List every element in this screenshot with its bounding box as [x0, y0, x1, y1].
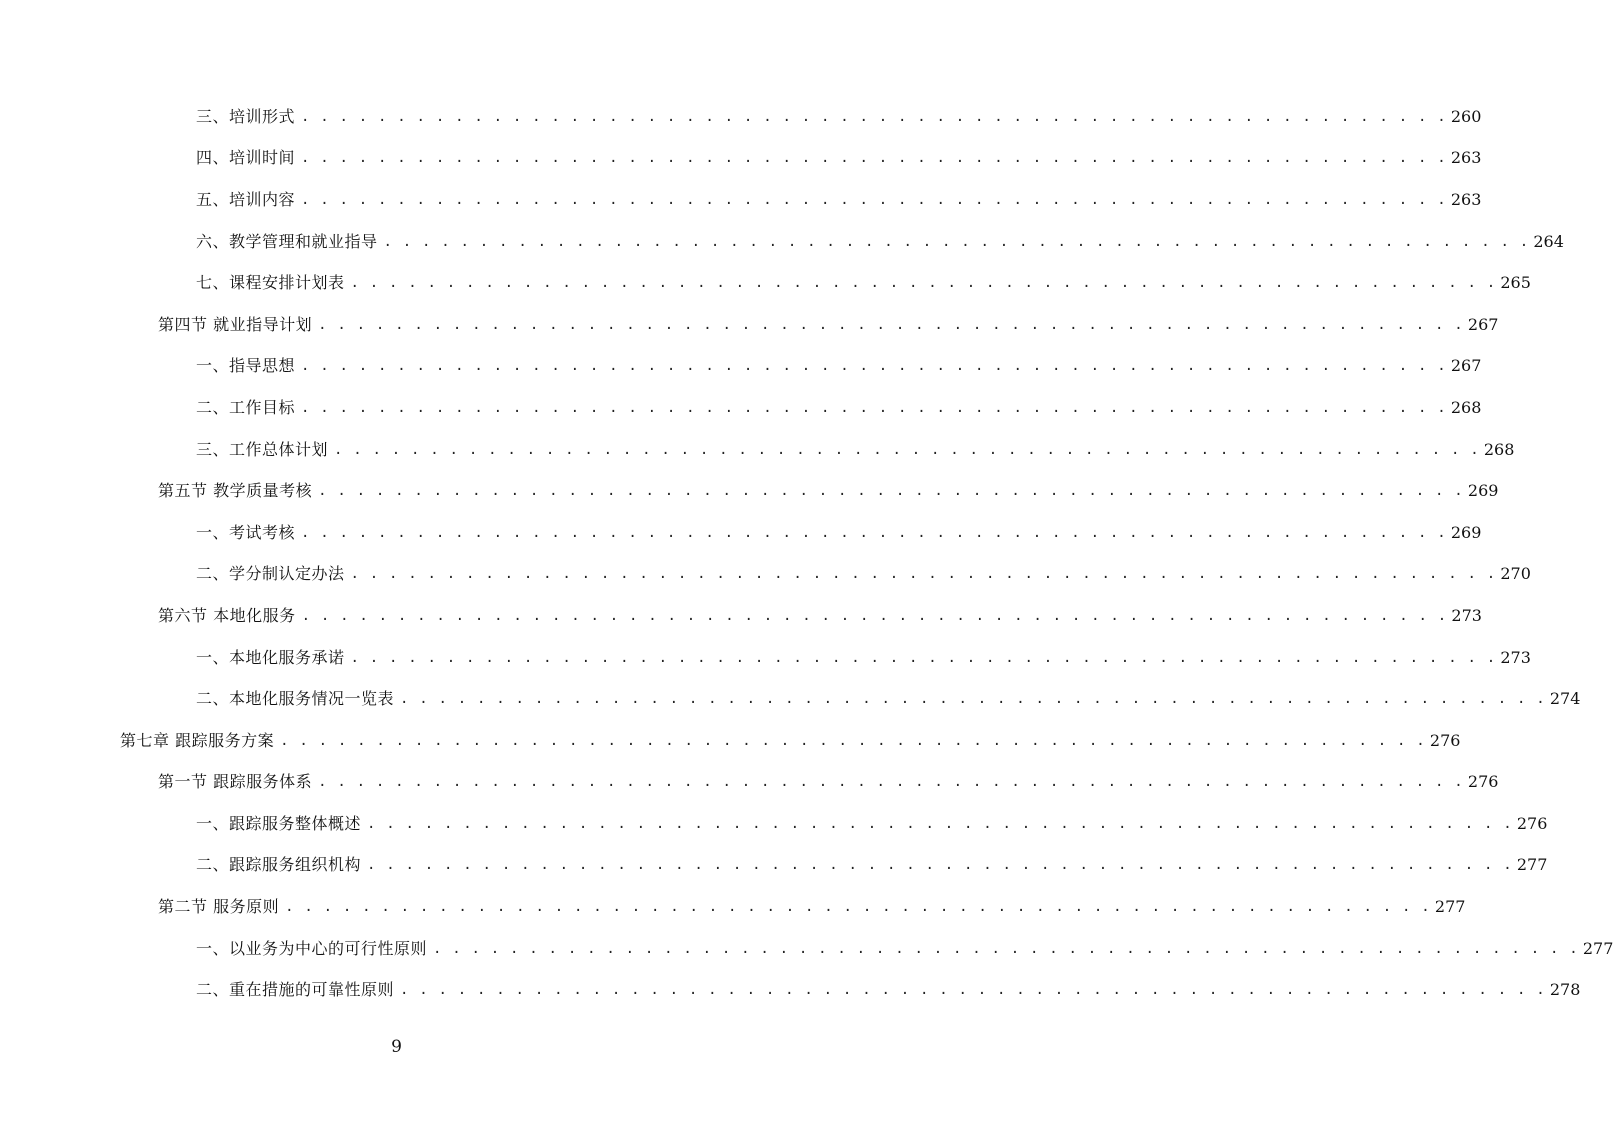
toc-entry-page: 276 — [1467, 772, 1499, 792]
toc-entry-page: 267 — [1467, 314, 1499, 334]
toc-entry[interactable] — [0, 470, 1499, 512]
toc-entry-page: 277 — [1582, 938, 1613, 958]
toc-entry[interactable] — [0, 595, 1482, 637]
toc-entry[interactable] — [0, 969, 1581, 1011]
toc-entry[interactable] — [0, 554, 1531, 596]
toc-entry-page: 268 — [1450, 397, 1482, 417]
toc-dot-leader: . . . . . . . . . . . . . . . . . . . . . . . . . . . . . . . . . . . . . . . . . . . . . . . . . . . . . . . . . . . . — [280, 732, 1426, 749]
toc-dot-leader: . . . . . . . . . . . . . . . . . . . . . . . . . . . . . . . . . . . . . . . . . . . . . . . . . . . . . . . . . . . . — [318, 316, 1464, 333]
toc-dot-leader: . . . . . . . . . . . . . . . . . . . . . . . . . . . . . . . . . . . . . . . . . . . . . . . . . . . . . . . . . . . . — [301, 358, 1447, 375]
toc-dot-leader: . . . . . . . . . . . . . . . . . . . . . . . . . . . . . . . . . . . . . . . . . . . . . . . . . . . . . . . . . . . . — [301, 108, 1447, 125]
toc-entry-page: 278 — [1549, 980, 1581, 1000]
toc-entry-page: 269 — [1450, 522, 1482, 542]
toc-entry-page: 274 — [1549, 689, 1581, 709]
toc-entry-page: 273 — [1500, 647, 1531, 667]
toc-entry-title: 第一节 跟踪服务体系 — [158, 772, 313, 792]
toc-entry[interactable] — [0, 803, 1548, 845]
toc-entry-title: 二、学分制认定办法 — [196, 564, 345, 584]
toc-entry-page: 269 — [1467, 481, 1499, 501]
toc-dot-leader: . . . . . . . . . . . . . . . . . . . . . . . . . . . . . . . . . . . . . . . . . . . . . . . . . . . . . . . . . . . . — [301, 524, 1447, 541]
toc-dot-leader: . . . . . . . . . . . . . . . . . . . . . . . . . . . . . . . . . . . . . . . . . . . . . . . . . . . . . . . . . . . . — [400, 691, 1546, 708]
toc-entry[interactable] — [0, 304, 1499, 346]
toc-entry-title: 五、培训内容 — [196, 189, 296, 209]
toc-entry-title: 一、考试考核 — [196, 522, 296, 542]
toc-dot-leader: . . . . . . . . . . . . . . . . . . . . . . . . . . . . . . . . . . . . . . . . . . . . . . . . . . . . . . . . . . . . — [334, 441, 1480, 458]
toc-entry-page: 263 — [1450, 148, 1482, 168]
toc-dot-leader: . . . . . . . . . . . . . . . . . . . . . . . . . . . . . . . . . . . . . . . . . . . . . . . . . . . . . . . . . . . . — [383, 233, 1530, 250]
toc-entry[interactable] — [0, 387, 1482, 429]
toc-entry-page: 276 — [1429, 730, 1461, 750]
toc-entry-title: 第二节 服务原则 — [158, 897, 280, 917]
toc-entry[interactable] — [0, 637, 1531, 679]
table-of-contents — [0, 96, 1613, 1011]
toc-dot-leader: . . . . . . . . . . . . . . . . . . . . . . . . . . . . . . . . . . . . . . . . . . . . . . . . . . . . . . . . . . . . — [433, 940, 1579, 957]
toc-dot-leader: . . . . . . . . . . . . . . . . . . . . . . . . . . . . . . . . . . . . . . . . . . . . . . . . . . . . . . . . . . . . — [301, 607, 1448, 624]
toc-entry-page: 264 — [1533, 231, 1564, 251]
toc-entry-title: 一、以业务为中心的可行性原则 — [196, 938, 428, 958]
toc-dot-leader: . . . . . . . . . . . . . . . . . . . . . . . . . . . . . . . . . . . . . . . . . . . . . . . . . . . . . . . . . . . . — [301, 399, 1447, 416]
toc-entry[interactable] — [0, 886, 1466, 928]
toc-entry[interactable] — [0, 720, 1461, 762]
toc-entry-title: 六、教学管理和就业指导 — [196, 231, 378, 251]
toc-entry-title: 一、本地化服务承诺 — [196, 647, 345, 667]
toc-entry-title: 七、课程安排计划表 — [196, 273, 345, 293]
toc-entry[interactable] — [0, 429, 1515, 471]
toc-entry[interactable] — [0, 678, 1581, 720]
page-number: 9 — [391, 1037, 402, 1057]
toc-entry-title: 二、工作目标 — [196, 397, 296, 417]
toc-entry[interactable] — [0, 96, 1482, 138]
toc-entry-title: 第五节 教学质量考核 — [158, 481, 313, 501]
toc-entry-page: 260 — [1450, 106, 1482, 126]
toc-entry-title: 一、指导思想 — [196, 356, 296, 376]
toc-entry[interactable] — [0, 221, 1564, 263]
toc-dot-leader: . . . . . . . . . . . . . . . . . . . . . . . . . . . . . . . . . . . . . . . . . . . . . . . . . . . . . . . . . . . . — [350, 275, 1497, 292]
toc-entry-title: 二、跟踪服务组织机构 — [196, 855, 362, 875]
toc-entry-title: 三、培训形式 — [196, 106, 296, 126]
toc-entry[interactable] — [0, 762, 1499, 804]
toc-dot-leader: . . . . . . . . . . . . . . . . . . . . . . . . . . . . . . . . . . . . . . . . . . . . . . . . . . . . . . . . . . . . — [367, 815, 1513, 832]
toc-entry-title: 二、重在措施的可靠性原则 — [196, 980, 395, 1000]
toc-entry-title: 二、本地化服务情况一览表 — [196, 689, 395, 709]
toc-entry-page: 276 — [1516, 813, 1548, 833]
toc-entry-title: 一、跟踪服务整体概述 — [196, 813, 362, 833]
toc-entry-page: 263 — [1450, 189, 1482, 209]
toc-dot-leader: . . . . . . . . . . . . . . . . . . . . . . . . . . . . . . . . . . . . . . . . . . . . . . . . . . . . . . . . . . . . — [301, 150, 1447, 167]
toc-entry[interactable] — [0, 928, 1613, 970]
toc-dot-leader: . . . . . . . . . . . . . . . . . . . . . . . . . . . . . . . . . . . . . . . . . . . . . . . . . . . . . . . . . . . . — [367, 857, 1513, 874]
toc-entry[interactable] — [0, 138, 1482, 180]
toc-entry-title: 四、培训时间 — [196, 148, 296, 168]
toc-entry[interactable] — [0, 179, 1482, 221]
toc-dot-leader: . . . . . . . . . . . . . . . . . . . . . . . . . . . . . . . . . . . . . . . . . . . . . . . . . . . . . . . . . . . . — [285, 899, 1431, 916]
toc-entry[interactable] — [0, 262, 1531, 304]
toc-dot-leader: . . . . . . . . . . . . . . . . . . . . . . . . . . . . . . . . . . . . . . . . . . . . . . . . . . . . . . . . . . . . — [301, 191, 1447, 208]
toc-dot-leader: . . . . . . . . . . . . . . . . . . . . . . . . . . . . . . . . . . . . . . . . . . . . . . . . . . . . . . . . . . . . — [350, 566, 1497, 583]
toc-entry-page: 277 — [1516, 855, 1548, 875]
toc-entry-title: 第四节 就业指导计划 — [158, 314, 313, 334]
toc-entry-title: 第七章 跟踪服务方案 — [120, 730, 275, 750]
toc-entry[interactable] — [0, 346, 1482, 388]
toc-entry-title: 三、工作总体计划 — [196, 439, 329, 459]
toc-entry[interactable] — [0, 845, 1548, 887]
toc-dot-leader: . . . . . . . . . . . . . . . . . . . . . . . . . . . . . . . . . . . . . . . . . . . . . . . . . . . . . . . . . . . . — [400, 982, 1546, 999]
toc-entry-page: 268 — [1483, 439, 1515, 459]
toc-entry-page: 277 — [1434, 897, 1466, 917]
toc-dot-leader: . . . . . . . . . . . . . . . . . . . . . . . . . . . . . . . . . . . . . . . . . . . . . . . . . . . . . . . . . . . . — [318, 774, 1464, 791]
toc-dot-leader: . . . . . . . . . . . . . . . . . . . . . . . . . . . . . . . . . . . . . . . . . . . . . . . . . . . . . . . . . . . . — [350, 649, 1497, 666]
toc-entry-page: 273 — [1451, 605, 1482, 625]
toc-entry-page: 267 — [1450, 356, 1482, 376]
toc-entry-page: 265 — [1500, 273, 1531, 293]
toc-entry-page: 270 — [1500, 564, 1531, 584]
toc-entry[interactable] — [0, 512, 1482, 554]
toc-entry-title: 第六节 本地化服务 — [158, 605, 296, 625]
toc-dot-leader: . . . . . . . . . . . . . . . . . . . . . . . . . . . . . . . . . . . . . . . . . . . . . . . . . . . . . . . . . . . . — [318, 483, 1464, 500]
